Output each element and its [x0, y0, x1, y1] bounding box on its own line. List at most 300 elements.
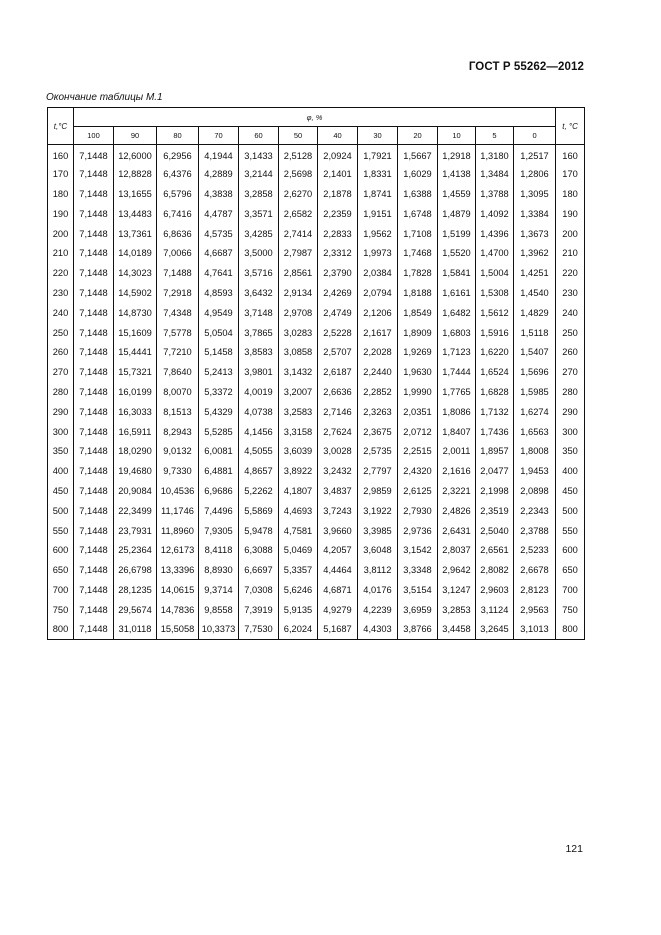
table-cell: 1,6828	[476, 382, 514, 402]
table-cell: 2,6125	[398, 481, 438, 501]
table-cell: 2,0898	[514, 481, 556, 501]
temperature-cell-left: 600	[48, 540, 74, 560]
humidity-value-header: 0	[514, 127, 556, 145]
table-cell: 3,6039	[279, 441, 318, 461]
table-cell: 3,3158	[279, 422, 318, 442]
table-cell: 4,1944	[199, 145, 239, 165]
temperature-cell-left: 750	[48, 600, 74, 620]
table-cell: 5,9135	[279, 600, 318, 620]
table-row	[48, 501, 585, 521]
table-row	[48, 422, 585, 442]
table-cell: 2,8082	[476, 560, 514, 580]
table-cell: 1,3095	[514, 184, 556, 204]
temperature-cell-right: 250	[556, 323, 585, 343]
table-cell: 2,3263	[358, 402, 398, 422]
table-cell: 23,7931	[114, 521, 157, 541]
temperature-cell-left: 260	[48, 342, 74, 362]
temperature-cell-right: 220	[556, 263, 585, 283]
table-cell: 16,5911	[114, 422, 157, 442]
table-row	[48, 461, 585, 481]
table-cell: 7,7210	[157, 342, 199, 362]
humidity-value-header: 30	[358, 127, 398, 145]
temperature-cell-left: 280	[48, 382, 74, 402]
table-cell: 1,7468	[398, 243, 438, 263]
table-cell: 1,6220	[476, 342, 514, 362]
table-cell: 28,1235	[114, 580, 157, 600]
table-cell: 1,5199	[438, 224, 476, 244]
table-row	[48, 580, 585, 600]
table-cell: 2,9563	[514, 600, 556, 620]
temperature-cell-right: 500	[556, 501, 585, 521]
table-cell: 5,1458	[199, 342, 239, 362]
table-cell: 29,5674	[114, 600, 157, 620]
table-cell: 1,8407	[438, 422, 476, 442]
table-cell: 1,5407	[514, 342, 556, 362]
table-cell: 7,2918	[157, 283, 199, 303]
table-cell: 9,0132	[157, 441, 199, 461]
table-cell: 3,6959	[398, 600, 438, 620]
table-cell: 1,8741	[358, 184, 398, 204]
table-cell: 15,7321	[114, 362, 157, 382]
table-cell: 7,7530	[239, 620, 279, 640]
temperature-cell-right: 240	[556, 303, 585, 323]
table-cell: 1,5667	[398, 145, 438, 165]
table-cell: 2,2852	[358, 382, 398, 402]
table-cell: 2,7146	[318, 402, 358, 422]
table-cell: 7,1448	[74, 342, 114, 362]
table-cell: 2,5228	[318, 323, 358, 343]
table-cell: 1,9630	[398, 362, 438, 382]
table-cell: 3,1922	[358, 501, 398, 521]
table-cell: 1,5004	[476, 263, 514, 283]
table-cell: 2,1206	[358, 303, 398, 323]
table-cell: 3,2583	[279, 402, 318, 422]
temperature-cell-left: 290	[48, 402, 74, 422]
table-cell: 2,6431	[438, 521, 476, 541]
table-cell: 4,8593	[199, 283, 239, 303]
temperature-cell-left: 350	[48, 441, 74, 461]
table-cell: 2,7797	[358, 461, 398, 481]
table-cell: 9,8558	[199, 600, 239, 620]
table-cell: 1,3788	[476, 184, 514, 204]
temperature-cell-right: 160	[556, 145, 585, 165]
table-cell: 2,3519	[476, 501, 514, 521]
table-cell: 31,0118	[114, 620, 157, 640]
temperature-cell-right: 800	[556, 620, 585, 640]
table-cell: 6,4881	[199, 461, 239, 481]
table-cell: 7,1448	[74, 323, 114, 343]
table-cell: 1,6563	[514, 422, 556, 442]
temperature-cell-left: 700	[48, 580, 74, 600]
table-row	[48, 224, 585, 244]
table-cell: 2,9642	[438, 560, 476, 580]
table-cell: 2,5735	[358, 441, 398, 461]
table-cell: 2,9859	[358, 481, 398, 501]
temperature-cell-left: 240	[48, 303, 74, 323]
table-cell: 2,6582	[279, 204, 318, 224]
table-cell: 7,1448	[74, 204, 114, 224]
table-cell: 1,7108	[398, 224, 438, 244]
table-cell: 14,8730	[114, 303, 157, 323]
temperature-cell-right: 180	[556, 184, 585, 204]
table-cell: 1,5308	[476, 283, 514, 303]
table-cell: 4,9279	[318, 600, 358, 620]
table-cell: 2,1617	[358, 323, 398, 343]
table-cell: 4,7641	[199, 263, 239, 283]
table-cell: 4,4693	[279, 501, 318, 521]
table-row	[48, 145, 585, 165]
table-cell: 2,4826	[438, 501, 476, 521]
table-cell: 7,4348	[157, 303, 199, 323]
table-cell: 3,3571	[239, 204, 279, 224]
table-cell: 1,3180	[476, 145, 514, 165]
table-cell: 2,6561	[476, 540, 514, 560]
table-cell: 2,2343	[514, 501, 556, 521]
table-cell: 3,8583	[239, 342, 279, 362]
table-row	[48, 441, 585, 461]
table-cell: 1,8008	[514, 441, 556, 461]
table-cell: 1,4092	[476, 204, 514, 224]
table-cell: 5,0469	[279, 540, 318, 560]
table-cell: 4,6687	[199, 243, 239, 263]
table-row	[48, 560, 585, 580]
table-cell: 1,6524	[476, 362, 514, 382]
table-cell: 4,4303	[358, 620, 398, 640]
table-cell: 4,3838	[199, 184, 239, 204]
temperature-cell-left: 170	[48, 164, 74, 184]
table-cell: 1,3384	[514, 204, 556, 224]
table-cell: 2,3790	[318, 263, 358, 283]
table-cell: 16,3033	[114, 402, 157, 422]
table-cell: 2,3788	[514, 521, 556, 541]
table-cell: 7,1448	[74, 402, 114, 422]
table-cell: 1,7921	[358, 145, 398, 165]
table-cell: 1,6029	[398, 164, 438, 184]
table-cell: 14,0615	[157, 580, 199, 600]
table-cell: 3,7865	[239, 323, 279, 343]
table-cell: 7,4496	[199, 501, 239, 521]
table-cell: 1,2918	[438, 145, 476, 165]
table-cell: 3,7243	[318, 501, 358, 521]
table-cell: 3,2007	[279, 382, 318, 402]
table-row	[48, 540, 585, 560]
table-cell: 1,4559	[438, 184, 476, 204]
table-cell: 1,7765	[438, 382, 476, 402]
table-cell: 1,6482	[438, 303, 476, 323]
table-cell: 2,4749	[318, 303, 358, 323]
table-row	[48, 620, 585, 640]
table-cell: 2,8123	[514, 580, 556, 600]
table-cell: 1,5118	[514, 323, 556, 343]
humidity-value-header: 5	[476, 127, 514, 145]
table-cell: 6,2956	[157, 145, 199, 165]
table-cell: 4,2239	[358, 600, 398, 620]
table-cell: 1,5696	[514, 362, 556, 382]
temperature-cell-right: 700	[556, 580, 585, 600]
temperature-cell-left: 200	[48, 224, 74, 244]
table-cell: 3,4837	[318, 481, 358, 501]
table-cell: 7,1448	[74, 303, 114, 323]
data-table	[47, 107, 585, 640]
table-cell: 8,0070	[157, 382, 199, 402]
table-cell: 26,6798	[114, 560, 157, 580]
table-cell: 4,0019	[239, 382, 279, 402]
table-cell: 3,1124	[476, 600, 514, 620]
table-row	[48, 283, 585, 303]
table-cell: 13,3396	[157, 560, 199, 580]
temperature-cell-left: 450	[48, 481, 74, 501]
table-cell: 2,5040	[476, 521, 514, 541]
temperature-cell-left: 180	[48, 184, 74, 204]
humidity-value-header: 20	[398, 127, 438, 145]
table-cell: 2,2833	[318, 224, 358, 244]
table-cell: 2,1998	[476, 481, 514, 501]
table-cell: 3,8766	[398, 620, 438, 640]
table-cell: 1,7436	[476, 422, 514, 442]
table-cell: 2,3312	[318, 243, 358, 263]
table-cell: 6,7416	[157, 204, 199, 224]
table-cell: 5,5869	[239, 501, 279, 521]
temperature-cell-left: 210	[48, 243, 74, 263]
table-row	[48, 323, 585, 343]
table-row	[48, 521, 585, 541]
table-cell: 3,5716	[239, 263, 279, 283]
table-cell: 6,8636	[157, 224, 199, 244]
table-cell: 7,9305	[199, 521, 239, 541]
table-cell: 1,9990	[398, 382, 438, 402]
table-cell: 7,1488	[157, 263, 199, 283]
table-row	[48, 382, 585, 402]
table-cell: 12,6173	[157, 540, 199, 560]
table-cell: 4,8657	[239, 461, 279, 481]
table-row	[48, 164, 585, 184]
table-cell: 1,5916	[476, 323, 514, 343]
table-cell: 4,0176	[358, 580, 398, 600]
temperature-cell-left: 300	[48, 422, 74, 442]
table-cell: 6,0081	[199, 441, 239, 461]
table-cell: 1,5520	[438, 243, 476, 263]
table-cell: 1,4829	[514, 303, 556, 323]
table-row	[48, 402, 585, 422]
table-cell: 6,9686	[199, 481, 239, 501]
temperature-cell-right: 650	[556, 560, 585, 580]
humidity-value-header: 50	[279, 127, 318, 145]
table-cell: 7,1448	[74, 560, 114, 580]
table-cell: 13,4483	[114, 204, 157, 224]
table-cell: 7,1448	[74, 224, 114, 244]
table-cell: 3,2858	[239, 184, 279, 204]
temperature-cell-right: 260	[556, 342, 585, 362]
table-cell: 1,4138	[438, 164, 476, 184]
table-cell: 3,1247	[438, 580, 476, 600]
table-cell: 1,7828	[398, 263, 438, 283]
table-cell: 4,6871	[318, 580, 358, 600]
table-cell: 8,1513	[157, 402, 199, 422]
table-cell: 5,6246	[279, 580, 318, 600]
table-cell: 4,4787	[199, 204, 239, 224]
temperature-cell-right: 450	[556, 481, 585, 501]
table-cell: 2,0924	[318, 145, 358, 165]
table-cell: 4,2057	[318, 540, 358, 560]
table-cell: 1,4540	[514, 283, 556, 303]
table-cell: 1,8549	[398, 303, 438, 323]
table-cell: 8,2943	[157, 422, 199, 442]
table-cell: 7,1448	[74, 620, 114, 640]
table-cell: 2,2359	[318, 204, 358, 224]
table-cell: 1,6274	[514, 402, 556, 422]
table-cell: 3,0283	[279, 323, 318, 343]
table-cell: 1,5612	[476, 303, 514, 323]
table-cell: 6,6697	[239, 560, 279, 580]
table-cell: 1,5985	[514, 382, 556, 402]
temperature-cell-left: 500	[48, 501, 74, 521]
temperature-cell-right: 210	[556, 243, 585, 263]
table-cell: 3,9801	[239, 362, 279, 382]
table-cell: 1,6161	[438, 283, 476, 303]
table-cell: 3,5000	[239, 243, 279, 263]
table-row	[48, 481, 585, 501]
table-cell: 8,8930	[199, 560, 239, 580]
table-cell: 2,6636	[318, 382, 358, 402]
table-cell: 19,4680	[114, 461, 157, 481]
table-cell: 13,7361	[114, 224, 157, 244]
table-row	[48, 342, 585, 362]
table-row	[48, 184, 585, 204]
table-cell: 12,6000	[114, 145, 157, 165]
table-cell: 13,1655	[114, 184, 157, 204]
table-row	[48, 263, 585, 283]
temperature-cell-right: 350	[556, 441, 585, 461]
table-cell: 1,4396	[476, 224, 514, 244]
table-cell: 3,1433	[239, 145, 279, 165]
table-cell: 3,2432	[318, 461, 358, 481]
temperature-cell-right: 400	[556, 461, 585, 481]
table-cell: 3,3985	[358, 521, 398, 541]
table-row	[48, 204, 585, 224]
table-cell: 1,4251	[514, 263, 556, 283]
temperature-cell-right: 280	[556, 382, 585, 402]
table-cell: 22,3499	[114, 501, 157, 521]
temperature-cell-left: 550	[48, 521, 74, 541]
table-cell: 5,5285	[199, 422, 239, 442]
temperature-cell-right: 230	[556, 283, 585, 303]
table-cell: 1,8331	[358, 164, 398, 184]
temperature-cell-right: 170	[556, 164, 585, 184]
table-cell: 2,1878	[318, 184, 358, 204]
table-cell: 8,4118	[199, 540, 239, 560]
table-cell: 4,2889	[199, 164, 239, 184]
table-cell: 14,7836	[157, 600, 199, 620]
humidity-value-header: 60	[239, 127, 279, 145]
table-cell: 2,5128	[279, 145, 318, 165]
table-cell: 3,5154	[398, 580, 438, 600]
table-cell: 20,9084	[114, 481, 157, 501]
table-cell: 7,0066	[157, 243, 199, 263]
table-cell: 14,0189	[114, 243, 157, 263]
temperature-cell-right: 550	[556, 521, 585, 541]
table-cell: 2,2028	[358, 342, 398, 362]
table-cell: 2,3675	[358, 422, 398, 442]
table-cell: 2,7930	[398, 501, 438, 521]
table-cell: 2,2515	[398, 441, 438, 461]
temperature-cell-right: 190	[556, 204, 585, 224]
table-cell: 2,0712	[398, 422, 438, 442]
table-cell: 3,4458	[438, 620, 476, 640]
table-cell: 2,0351	[398, 402, 438, 422]
table-cell: 3,2645	[476, 620, 514, 640]
table-cell: 7,1448	[74, 481, 114, 501]
table-cell: 3,2853	[438, 600, 476, 620]
table-cell: 14,5902	[114, 283, 157, 303]
table-cell: 5,0504	[199, 323, 239, 343]
table-cell: 2,0794	[358, 283, 398, 303]
temperature-cell-left: 400	[48, 461, 74, 481]
table-cell: 6,4376	[157, 164, 199, 184]
table-cell: 2,9736	[398, 521, 438, 541]
table-cell: 2,9134	[279, 283, 318, 303]
table-cell: 25,2364	[114, 540, 157, 560]
table-cell: 7,1448	[74, 441, 114, 461]
table-cell: 1,8188	[398, 283, 438, 303]
temperature-cell-right: 750	[556, 600, 585, 620]
table-cell: 2,0011	[438, 441, 476, 461]
table-cell: 7,1448	[74, 501, 114, 521]
table-cell: 11,1746	[157, 501, 199, 521]
table-caption: Окончание таблицы М.1	[46, 92, 163, 103]
table-cell: 1,8909	[398, 323, 438, 343]
humidity-value-header: 100	[74, 127, 114, 145]
table-cell: 1,7123	[438, 342, 476, 362]
table-cell: 2,0384	[358, 263, 398, 283]
table-cell: 3,6048	[358, 540, 398, 560]
table-cell: 5,2413	[199, 362, 239, 382]
table-cell: 1,8957	[476, 441, 514, 461]
table-cell: 2,2440	[358, 362, 398, 382]
table-cell: 7,1448	[74, 145, 114, 165]
temperature-header-left: t,°C	[48, 108, 74, 145]
table-cell: 3,2144	[239, 164, 279, 184]
table-cell: 6,2024	[279, 620, 318, 640]
humidity-value-header: 90	[114, 127, 157, 145]
table-cell: 15,5058	[157, 620, 199, 640]
table-cell: 7,1448	[74, 164, 114, 184]
table-cell: 1,9269	[398, 342, 438, 362]
table-cell: 2,7624	[318, 422, 358, 442]
table-cell: 9,3714	[199, 580, 239, 600]
table-cell: 7,1448	[74, 521, 114, 541]
table-cell: 1,7132	[476, 402, 514, 422]
table-cell: 2,6187	[318, 362, 358, 382]
table-cell: 1,2806	[514, 164, 556, 184]
table-cell: 1,2517	[514, 145, 556, 165]
table-cell: 2,6270	[279, 184, 318, 204]
humidity-value-header: 80	[157, 127, 199, 145]
table-cell: 1,3962	[514, 243, 556, 263]
table-cell: 3,9660	[318, 521, 358, 541]
table-row	[48, 362, 585, 382]
table-cell: 7,1448	[74, 580, 114, 600]
table-cell: 2,9603	[476, 580, 514, 600]
table-cell: 1,3484	[476, 164, 514, 184]
table-cell: 3,0858	[279, 342, 318, 362]
table-cell: 7,1448	[74, 184, 114, 204]
table-cell: 3,8112	[358, 560, 398, 580]
table-cell: 5,3357	[279, 560, 318, 580]
table-cell: 1,9151	[358, 204, 398, 224]
table-cell: 2,5698	[279, 164, 318, 184]
table-cell: 2,0477	[476, 461, 514, 481]
table-cell: 2,7414	[279, 224, 318, 244]
